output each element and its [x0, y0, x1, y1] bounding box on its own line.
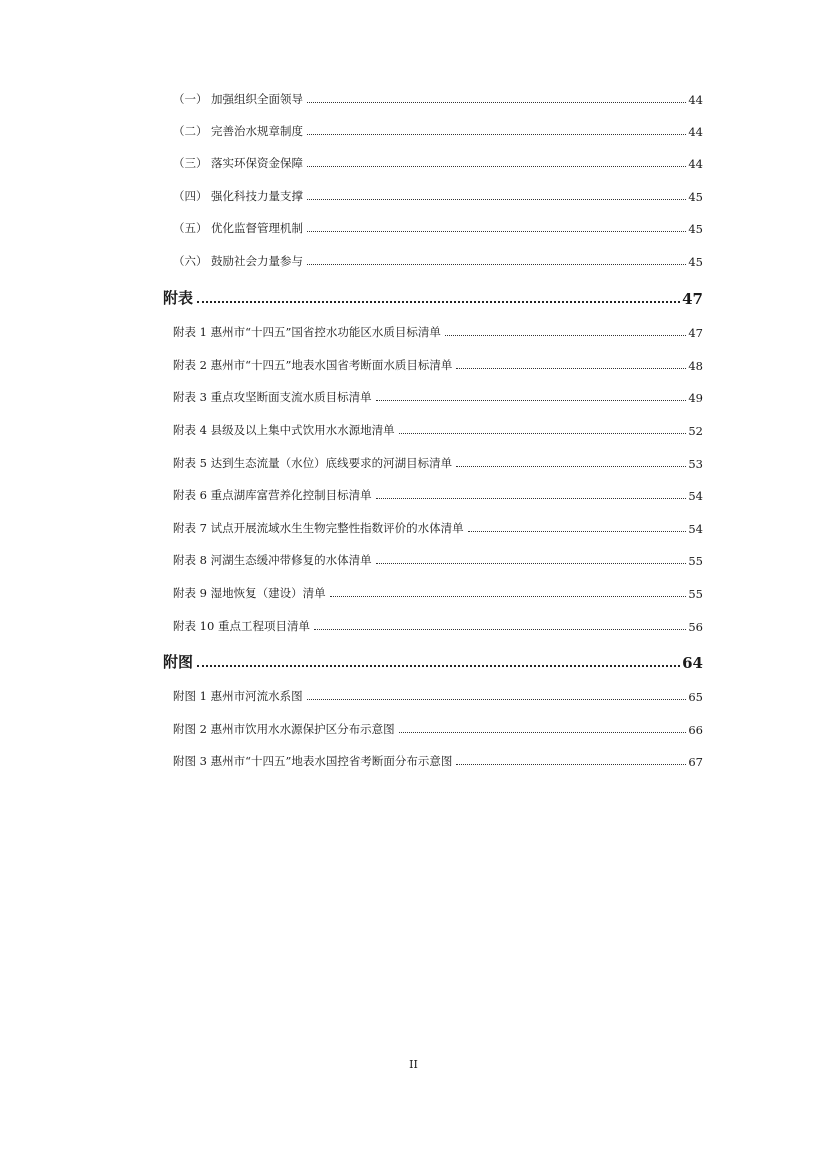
dot-leader	[307, 102, 686, 103]
toc-entry-page: 44	[688, 125, 703, 139]
toc-entry-table-1[interactable]	[173, 324, 703, 340]
toc-heading-title: 附图	[163, 653, 194, 671]
dot-leader	[456, 764, 686, 765]
toc-entry-page: 66	[688, 723, 703, 737]
toc-entry-title: 加强组织全面领导	[211, 92, 303, 106]
toc-entry-page: 54	[688, 489, 703, 503]
toc-entry-page: 45	[688, 190, 703, 204]
dot-leader	[197, 301, 680, 303]
dot-leader	[468, 531, 687, 532]
toc-entry-page: 54	[688, 522, 703, 536]
dot-leader	[376, 498, 687, 499]
toc-entry-appendix-tables[interactable]	[163, 288, 703, 308]
toc-entry-subsection-1[interactable]	[163, 91, 703, 107]
dot-leader	[307, 231, 686, 232]
toc-entry-title: 附表 8 河湖生态缓冲带修复的水体清单	[173, 553, 372, 567]
toc-entry-number: （四）	[173, 189, 208, 203]
toc-entry-table-3[interactable]	[173, 389, 703, 405]
toc-entry-title: 完善治水规章制度	[211, 124, 303, 138]
toc-entry-title: 附表 4 县级及以上集中式饮用水水源地清单	[173, 423, 395, 437]
page-number: II	[409, 1058, 418, 1071]
dot-leader	[456, 466, 686, 467]
dot-leader	[376, 563, 687, 564]
toc-entry-page: 55	[688, 554, 703, 568]
toc-entry-title: 优化监督管理机制	[211, 221, 303, 235]
toc-entry-title: 附图 3 惠州市“十四五”地表水国控省考断面分布示意图	[173, 754, 453, 768]
toc-entry-number: （六）	[173, 254, 208, 268]
toc-entry-table-6[interactable]	[173, 487, 703, 503]
toc-entry-title: 鼓励社会力量参与	[211, 254, 303, 268]
dot-leader	[445, 335, 686, 336]
toc-entry-figure-2[interactable]	[173, 721, 703, 737]
dot-leader	[197, 665, 680, 667]
toc-entry-title: 强化科技力量支撑	[211, 189, 303, 203]
toc-entry-title: 附表 7 试点开展流域水生生物完整性指数评价的水体清单	[173, 521, 464, 535]
toc-entry-title: 附表 2 惠州市“十四五”地表水国省考断面水质目标清单	[173, 358, 453, 372]
toc-entry-table-5[interactable]	[173, 455, 703, 471]
dot-leader	[307, 264, 686, 265]
dot-leader	[330, 596, 687, 597]
toc-entry-page: 56	[688, 620, 703, 634]
toc-entry-title: 附表 10 重点工程项目清单	[173, 619, 310, 633]
dot-leader	[307, 166, 686, 167]
toc-entry-appendix-figures[interactable]	[163, 652, 703, 672]
toc-entry-title: 附图 1 惠州市河流水系图	[173, 689, 303, 703]
toc-entry-page: 47	[688, 326, 703, 340]
toc-entry-table-2[interactable]	[173, 357, 703, 373]
toc-entry-page: 67	[688, 755, 703, 769]
dot-leader	[314, 629, 686, 630]
toc-entry-page: 49	[688, 391, 703, 405]
toc-entry-page: 44	[688, 157, 703, 171]
dot-leader	[307, 134, 686, 135]
toc-entry-number: （五）	[173, 221, 208, 235]
toc-entry-title: 附表 9 湿地恢复（建设）清单	[173, 586, 326, 600]
toc-entry-figure-3[interactable]	[173, 753, 703, 769]
toc-entry-title: 落实环保资金保障	[211, 156, 303, 170]
dot-leader	[399, 732, 687, 733]
toc-entry-title: 附表 5 达到生态流量（水位）底线要求的河湖目标清单	[173, 456, 453, 470]
toc-entry-table-8[interactable]	[173, 552, 703, 568]
toc-entry-subsection-5[interactable]	[163, 220, 703, 236]
dot-leader	[456, 368, 686, 369]
toc-entry-page: 55	[688, 587, 703, 601]
toc-entry-number: （一）	[173, 92, 208, 106]
toc-entry-page: 44	[688, 93, 703, 107]
toc-entry-subsection-3[interactable]	[163, 155, 703, 171]
toc-entry-subsection-4[interactable]	[163, 188, 703, 204]
toc-entry-table-10[interactable]	[173, 618, 703, 634]
toc-entry-figure-1[interactable]	[173, 688, 703, 704]
toc-entry-table-4[interactable]	[173, 422, 703, 438]
toc-entry-number: （二）	[173, 124, 208, 138]
toc-entry-page: 45	[688, 255, 703, 269]
toc-entry-subsection-6[interactable]	[163, 253, 703, 269]
toc-entry-subsection-2[interactable]	[163, 123, 703, 139]
dot-leader	[399, 433, 687, 434]
toc-entry-title: 附表 1 惠州市“十四五”国省控水功能区水质目标清单	[173, 325, 441, 339]
toc-entry-table-9[interactable]	[173, 585, 703, 601]
toc-entry-table-7[interactable]	[173, 520, 703, 536]
dot-leader	[307, 199, 686, 200]
toc-entry-page: 53	[688, 457, 703, 471]
toc-entry-title: 附图 2 惠州市饮用水水源保护区分布示意图	[173, 722, 395, 736]
toc-entry-page: 65	[688, 690, 703, 704]
toc-entry-title: 附表 3 重点攻坚断面支流水质目标清单	[173, 390, 372, 404]
toc-entry-number: （三）	[173, 156, 208, 170]
toc-heading-page: 64	[682, 654, 703, 672]
toc-entry-page: 52	[688, 424, 703, 438]
toc-entry-page: 45	[688, 222, 703, 236]
toc-heading-page: 47	[682, 290, 703, 308]
toc-heading-title: 附表	[163, 289, 194, 307]
dot-leader	[376, 400, 687, 401]
dot-leader	[307, 699, 687, 700]
toc-entry-page: 48	[688, 359, 703, 373]
toc-entry-title: 附表 6 重点湖库富营养化控制目标清单	[173, 488, 372, 502]
